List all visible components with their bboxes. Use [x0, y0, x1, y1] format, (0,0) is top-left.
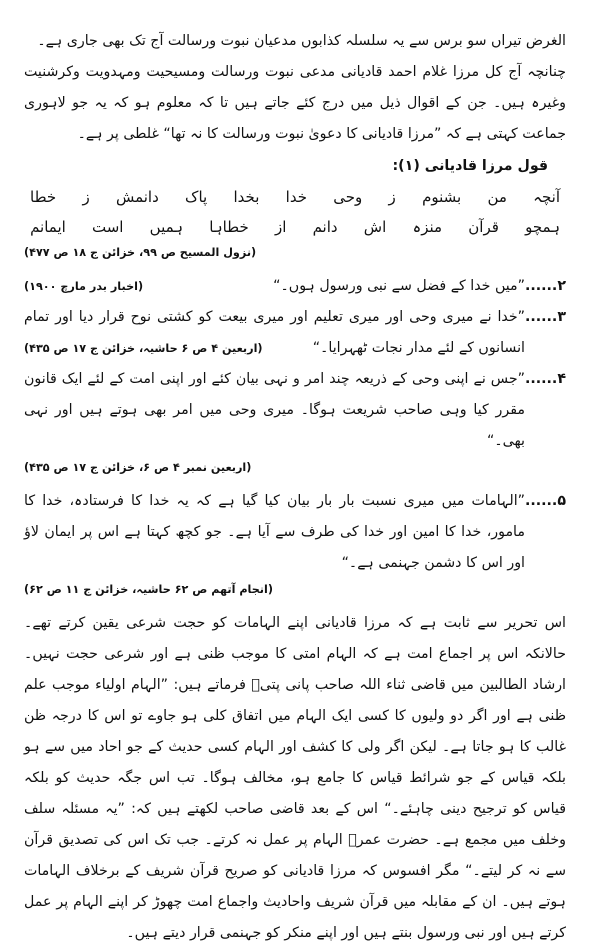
body-paragraph: اس تحریر سے ثابت ہے کہ مرزا قادیانی اپنے الہامات کو حجت شرعی یقین کرتے تھے۔ حالانکہ اس پر اجماع امت ہے کہ الہام امتی کا موجب ظنی ہے اور شرعی حجت نہیں۔ ارشاد الطالبین میں قاضی ثناء اللہ صاحب پانی پتیؒ فرماتے ہیں: ”الہام اولیاء موجب علم ظنی ہے اور اگر دو ولیوں کا کسی ایک الہام میں اتفاق کلی ہو جاوے تو اس کا درجہ ظن غالب کا ہو جاتا ہے۔ لیکن اگر ولی کا کشف اور الہام کسی حدیث کے جو احاد میں سے ہو بلکہ قیاس کے جو شرائط قیاس کا جامع ہو، مخالف ہوگا۔ تب اس جگہ حدیث کو بلکہ قیاس کو ترجیح دینی چاہئے۔“ اس کے بعد قاضی صاحب لکھتے ہیں کہ: ”یہ مسئلہ سلف وخلف میں مجمع ہے۔ حضرت عمرؓ الہام پر عمل نہ کرتے۔ جب تک اس کی تصدیق قرآن سے نہ کر لیتے۔“ مگر افسوس کہ مرزا قادیانی کو صریح قرآن شریف کے برخلاف الہامات ہوتے ہیں۔ ان کے مقابلہ میں قرآن شریف واحادیث واجماع امت چھوڑ کر اپنے الہام پر عمل کرتے ہیں اور نبی ورسول بنتے ہیں اور اپنے منکر کو جہنمی قرار دیتے ہیں۔	[24, 615, 566, 941]
quote-text: ”خدا نے میری وحی اور میری تعلیم اور میری بیعت کو کشتی نوح قرار دیا اور تمام انسانوں کے لئے مدار نجات ٹھہرایا۔“	[24, 309, 525, 356]
quote-text-wrapper	[24, 302, 525, 364]
verse-line-1	[24, 182, 566, 212]
persian-verse	[24, 182, 566, 264]
quote-text-wrapper	[24, 271, 525, 302]
verse-word: خطاہا	[209, 218, 249, 236]
quote-reference: (اربعین نمبر ۴ ص ۶، خزائن ج ۱۷ ص ۴۳۵)	[24, 461, 252, 474]
verse-word: وحی	[333, 188, 363, 206]
verse-line-2	[24, 212, 566, 242]
verse-word: اش	[363, 218, 387, 236]
quote-text: ”الہامات میں میری نسبت بار بار بیان کیا گیا ہے کہ یہ خدا کا فرستادہ، خدا کا مامور، خدا کا امین اور خدا کی طرف سے آیا ہے۔ جو کچھ کہتا ہے اس پر ایمان لاؤ اور اس کا دشمن جہنمی ہے۔“	[24, 493, 525, 571]
verse-word: است	[92, 218, 124, 236]
quote-item-3	[24, 302, 566, 364]
verse-word: دانم	[312, 218, 338, 236]
quote-reference: (اخبار بدر مارچ ۱۹۰۰)	[24, 280, 144, 293]
quote-text: ”جس نے اپنی وحی کے ذریعہ چند امر و نہی بیان کئے اور اپنی امت کے لئے ایک قانون مقرر کیا وہی صاحب شریعت ہوگا۔ میری وحی میں امر بھی ہوتے ہیں اور نہی بھی۔“	[24, 371, 525, 449]
quote-text: ”میں خدا کے فضل سے نبی ورسول ہوں۔“	[273, 278, 525, 294]
item-number: ۵......	[524, 493, 566, 509]
intro-paragraph-2: چنانچہ آج کل مرزا غلام احمد قادیانی مدعی نبوت ورسالت ومسیحیت ومہدویت وکرشنیت وغیرہ ہیں۔ جن کے اقوال ذیل میں درج کئے جاتے ہیں تا کہ معلوم ہو کہ یہ جو لاہوری جماعت کہتی ہے کہ ”مرزا قادیانی کا دعویٰ نبوت ورسالت کا نہ تھا“ غلطی پر ہے۔	[24, 64, 566, 142]
intro-paragraph-1: الغرض تیراں سو برس سے یہ سلسلہ کذابوں مدعیان نبوت ورسالت آج تک بھی جاری ہے۔	[37, 33, 566, 49]
verse-word: ایمانم	[30, 218, 66, 236]
verse-word: خدا	[285, 188, 307, 206]
quote-item-5	[24, 486, 566, 579]
verse-word: آنچہ	[533, 188, 560, 206]
verse-word: ز	[388, 188, 396, 206]
verse-word: خطا	[30, 188, 57, 206]
item-number: ۳......	[524, 309, 566, 325]
verse-reference: (نزول المسیح ص ۹۹، خزائن ج ۱۸ ص ۴۷۷)	[24, 246, 257, 259]
quote-reference: (انجام آتھم ص ۶۲ حاشیہ، خزائن ج ۱۱ ص ۶۲)	[24, 583, 273, 596]
item-number: ۴......	[524, 371, 566, 387]
verse-word: دانمش	[115, 188, 159, 206]
verse-word: بشنوم	[422, 188, 462, 206]
verse-word: بخدا	[233, 188, 260, 206]
section-heading: قول مرزا قادیانی (۱):	[392, 158, 548, 174]
quote-reference: (اربعین ۴ ص ۶ حاشیہ، خزائن ج ۱۷ ص ۴۳۵)	[24, 342, 263, 355]
item-number: ۲......	[524, 278, 566, 294]
verse-word: ہمیں	[149, 218, 184, 236]
verse-word: قرآن	[468, 218, 499, 236]
verse-word: ہمچو	[525, 218, 560, 236]
verse-word: پاک	[185, 188, 208, 206]
verse-word: ز	[82, 188, 90, 206]
verse-word: منزہ	[412, 218, 443, 236]
verse-word: از	[274, 218, 287, 236]
quote-item-2	[24, 271, 566, 302]
quote-item-4	[24, 364, 566, 457]
verse-word: من	[487, 188, 507, 206]
